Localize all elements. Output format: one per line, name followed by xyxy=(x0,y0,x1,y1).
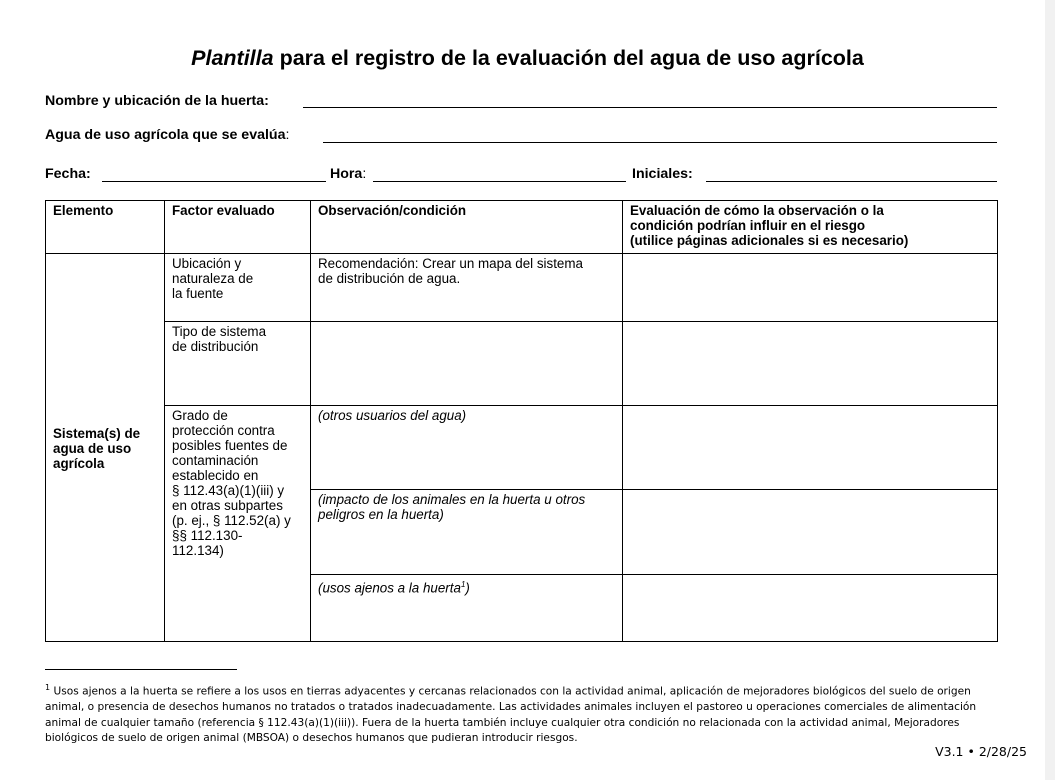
table-row xyxy=(46,254,998,322)
header-element: Elemento xyxy=(46,201,165,254)
date-label: Fecha: xyxy=(45,166,91,182)
header-factor: Factor evaluado xyxy=(165,201,311,254)
factor-line: Ubicación y xyxy=(172,256,242,271)
observation-line: peligros en la huerta) xyxy=(318,507,444,522)
water-evaluated-label xyxy=(45,127,289,143)
factor-cell xyxy=(165,322,311,406)
factor-line: § 112.43(a)(1)(iii) y xyxy=(172,483,285,498)
footnote-line xyxy=(45,680,990,700)
evaluation-cell[interactable] xyxy=(623,322,998,406)
time-field[interactable] xyxy=(373,181,626,182)
footnote-divider xyxy=(45,669,237,670)
observation-line: (impacto de los animales en la huerta u otros xyxy=(318,492,586,507)
table-row xyxy=(46,322,998,406)
time-text: Hora xyxy=(330,166,363,182)
initials-label: Iniciales: xyxy=(632,166,693,182)
factor-line: establecido en xyxy=(172,468,259,483)
page-title xyxy=(0,46,1055,71)
title-italic: Plantilla xyxy=(191,46,274,70)
factor-cell-protection xyxy=(165,406,311,642)
header-evaluation xyxy=(623,201,998,254)
footnote-line: animal, o presencia de desechos humanos no tratados o tratados inadecuadamente. Las actividades animales incluyen el pastoreo u operaciones comerciales de alimentación xyxy=(45,701,977,714)
observation-line: Recomendación: Crear un mapa del sistema xyxy=(318,256,583,271)
water-evaluated-colon: : xyxy=(285,127,290,143)
water-evaluated-field[interactable] xyxy=(323,142,997,143)
factor-line: en otras subpartes xyxy=(172,498,283,513)
header-evaluation-line: condición podrían influir en el riesgo xyxy=(630,218,866,233)
element-cell xyxy=(46,254,165,642)
page-scrollbar-track[interactable] xyxy=(1045,0,1055,780)
element-line: Sistema(s) de xyxy=(53,426,141,441)
factor-line: Tipo de sistema xyxy=(172,324,267,339)
footnote xyxy=(45,680,990,747)
factor-line: protección contra xyxy=(172,423,275,438)
evaluation-cell[interactable] xyxy=(623,406,998,490)
version-label: V3.1 • 2/28/25 xyxy=(935,744,1027,759)
factor-cell xyxy=(165,254,311,322)
time-colon: : xyxy=(362,166,367,182)
factor-line: posibles fuentes de xyxy=(172,438,288,453)
water-evaluated-text: Agua de uso agrícola que se evalúa xyxy=(45,127,286,143)
evaluation-cell[interactable] xyxy=(623,575,998,642)
footnote-ref: 1 xyxy=(460,580,466,589)
observation-text: (usos ajenos a la huerta xyxy=(318,580,461,596)
observation-line: de distribución de agua. xyxy=(318,271,461,286)
factor-line: 112.134) xyxy=(172,543,224,558)
evaluation-cell[interactable] xyxy=(623,490,998,575)
time-label xyxy=(330,166,366,182)
footnote-line: animal de cualquier tamaño (referencia § 112.43(a)(1)(iii)). Fuera de la huerta también incluye cualquier otra condición no relacionada con la actividad animal, Mejoradores xyxy=(45,716,960,729)
evaluation-cell[interactable] xyxy=(623,254,998,322)
observation-cell xyxy=(311,490,623,575)
element-line: agua de uso xyxy=(53,441,132,456)
factor-line: de distribución xyxy=(172,339,259,354)
observation-cell: (otros usuarios del agua) xyxy=(311,406,623,490)
assessment-table xyxy=(45,200,998,642)
initials-field[interactable] xyxy=(706,181,997,182)
footnote-marker: 1 xyxy=(45,683,51,692)
header-evaluation-line: Evaluación de cómo la observación o la xyxy=(630,203,884,218)
factor-line: Grado de xyxy=(172,408,228,423)
header-row xyxy=(46,201,998,254)
header-evaluation-line: (utilice páginas adicionales si es necesario) xyxy=(630,233,909,248)
footnote-text: Usos ajenos a la huerta se refiere a los usos en tierras adyacentes y cercanas relacionados con la actividad animal, aplicación de mejoradores biológicos del suelo de origen xyxy=(50,685,971,698)
observation-close: ) xyxy=(465,580,470,596)
factor-line: §§ 112.130- xyxy=(172,528,243,543)
table-row xyxy=(46,406,998,490)
farm-name-field[interactable] xyxy=(303,107,997,108)
farm-name-label: Nombre y ubicación de la huerta: xyxy=(45,93,269,109)
element-line: agrícola xyxy=(53,456,105,471)
factor-line: la fuente xyxy=(172,286,224,301)
observation-cell[interactable] xyxy=(311,322,623,406)
factor-line: contaminación xyxy=(172,453,259,468)
observation-cell xyxy=(311,254,623,322)
header-observation: Observación/condición xyxy=(311,201,623,254)
footnote-line: biológicos de suelo de origen animal (MBSOA) o desechos humanos que pudieran introducir riesgos. xyxy=(45,732,578,745)
factor-line: (p. ej., § 112.52(a) y xyxy=(172,513,291,528)
date-field[interactable] xyxy=(102,181,326,182)
observation-cell xyxy=(311,575,623,642)
factor-line: naturaleza de xyxy=(172,271,254,286)
title-rest: para el registro de la evaluación del agua de uso agrícola xyxy=(273,46,864,70)
